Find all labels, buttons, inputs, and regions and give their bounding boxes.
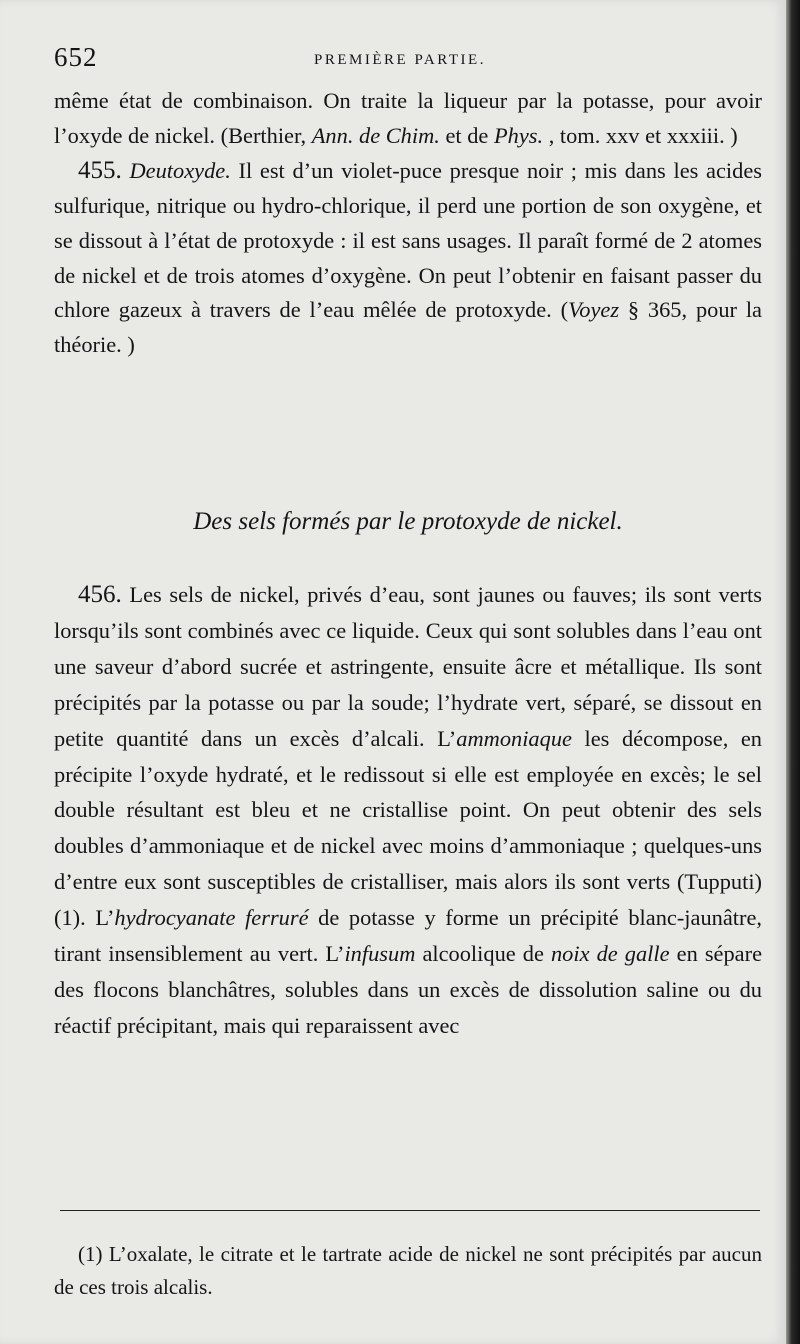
paragraph-text: les décompose, en précipite l’oxyde hydraté, et le redissout si elle est employée en excès; le sel double résultant est bleu et ne cristallise point. On peut obtenir des sels doubles d’ammoniaque et de nickel avec moins d’ammoniaque ; quelques-uns d’entre eux sont susceptibles de cristalliser, mais alors ils sont verts (Tupputi) (1). L’ bbox=[54, 725, 763, 931]
page-edge-shadow bbox=[786, 0, 800, 1344]
paragraph-number: 456. bbox=[78, 581, 122, 608]
paragraph-text: Il est d’un violet-puce presque noir ; mis dans les acides sulfurique, nitrique ou hydro-chlorique, il perd une portion de son oxygène, et se dissout à l’état de protoxyde : il est sans usages. Il paraît formé de 2 atomes de nickel et de trois atomes d’oxygène. On peut l’obtenir en faisant passer du chlore gazeux à travers de l’eau mêlée de protoxyde. ( bbox=[54, 157, 762, 323]
running-head: PREMIÈRE PARTIE. bbox=[314, 52, 486, 68]
paragraph-text: même état de combinaison. On traite la liqueur par la potasse, pour avoir l’oxyde de nickel. (Berthier, bbox=[54, 88, 762, 148]
journal-reference: Ann. de Chim. bbox=[311, 122, 440, 148]
cross-reference: Voyez bbox=[568, 297, 620, 323]
paragraph-text: § 365, pour la théorie. ) bbox=[54, 297, 762, 358]
paragraph-455 bbox=[54, 154, 762, 363]
paragraph-continuation bbox=[54, 84, 762, 154]
italic-term: ammoniaque bbox=[456, 725, 572, 751]
page-header bbox=[40, 38, 760, 78]
italic-term: noix de galle bbox=[550, 941, 670, 967]
footnote-text: (1) L’oxalate, le citrate et le tartrate acide de nickel ne sont précipités par aucun de ces trois alcalis. bbox=[54, 1242, 762, 1299]
journal-reference: Phys. bbox=[493, 122, 544, 148]
paragraph-number: 455. bbox=[78, 156, 122, 184]
footnote bbox=[54, 1238, 762, 1304]
paragraph-456 bbox=[54, 577, 762, 1044]
paragraph-text: Les sels de nickel, privés d’eau, sont jaunes ou fauves; ils sont verts lorsqu’ils sont combinés avec ce liquide. Ceux qui sont solubles dans l’eau ont une saveur d’abord sucrée et astringente, ensuite âcre et métallique. Ils sont précipités par la potasse ou par la soude; l’hydrate vert, séparé, se dissout en petite quantité dans un excès d’alcali. L’ bbox=[54, 582, 762, 751]
italic-term: infusum bbox=[344, 941, 416, 967]
paragraph-text: de potasse y forme un précipité blanc-jaunâtre, tirant insensiblement au vert. L’ bbox=[54, 905, 762, 967]
paragraph-text: en sépare des flocons blanchâtres, solubles dans un excès de dissolution saline ou du réactif précipitant, mais qui reparaissent avec bbox=[54, 941, 763, 1038]
paragraph-title: Deutoxyde. bbox=[129, 157, 231, 183]
italic-term: hydrocyanate ferruré bbox=[114, 905, 309, 931]
footnote-divider bbox=[60, 1210, 760, 1211]
page-number: 652 bbox=[54, 42, 98, 72]
paragraph-text: alcoolique de bbox=[415, 941, 551, 967]
paragraph-text: et de bbox=[439, 122, 494, 148]
body-text-top bbox=[54, 84, 762, 363]
paragraph-text: , tom. xxv et xxxiii. ) bbox=[543, 122, 738, 148]
body-text-bottom bbox=[54, 577, 762, 1044]
section-heading: Des sels formés par le protoxyde de nickel. bbox=[193, 508, 623, 535]
